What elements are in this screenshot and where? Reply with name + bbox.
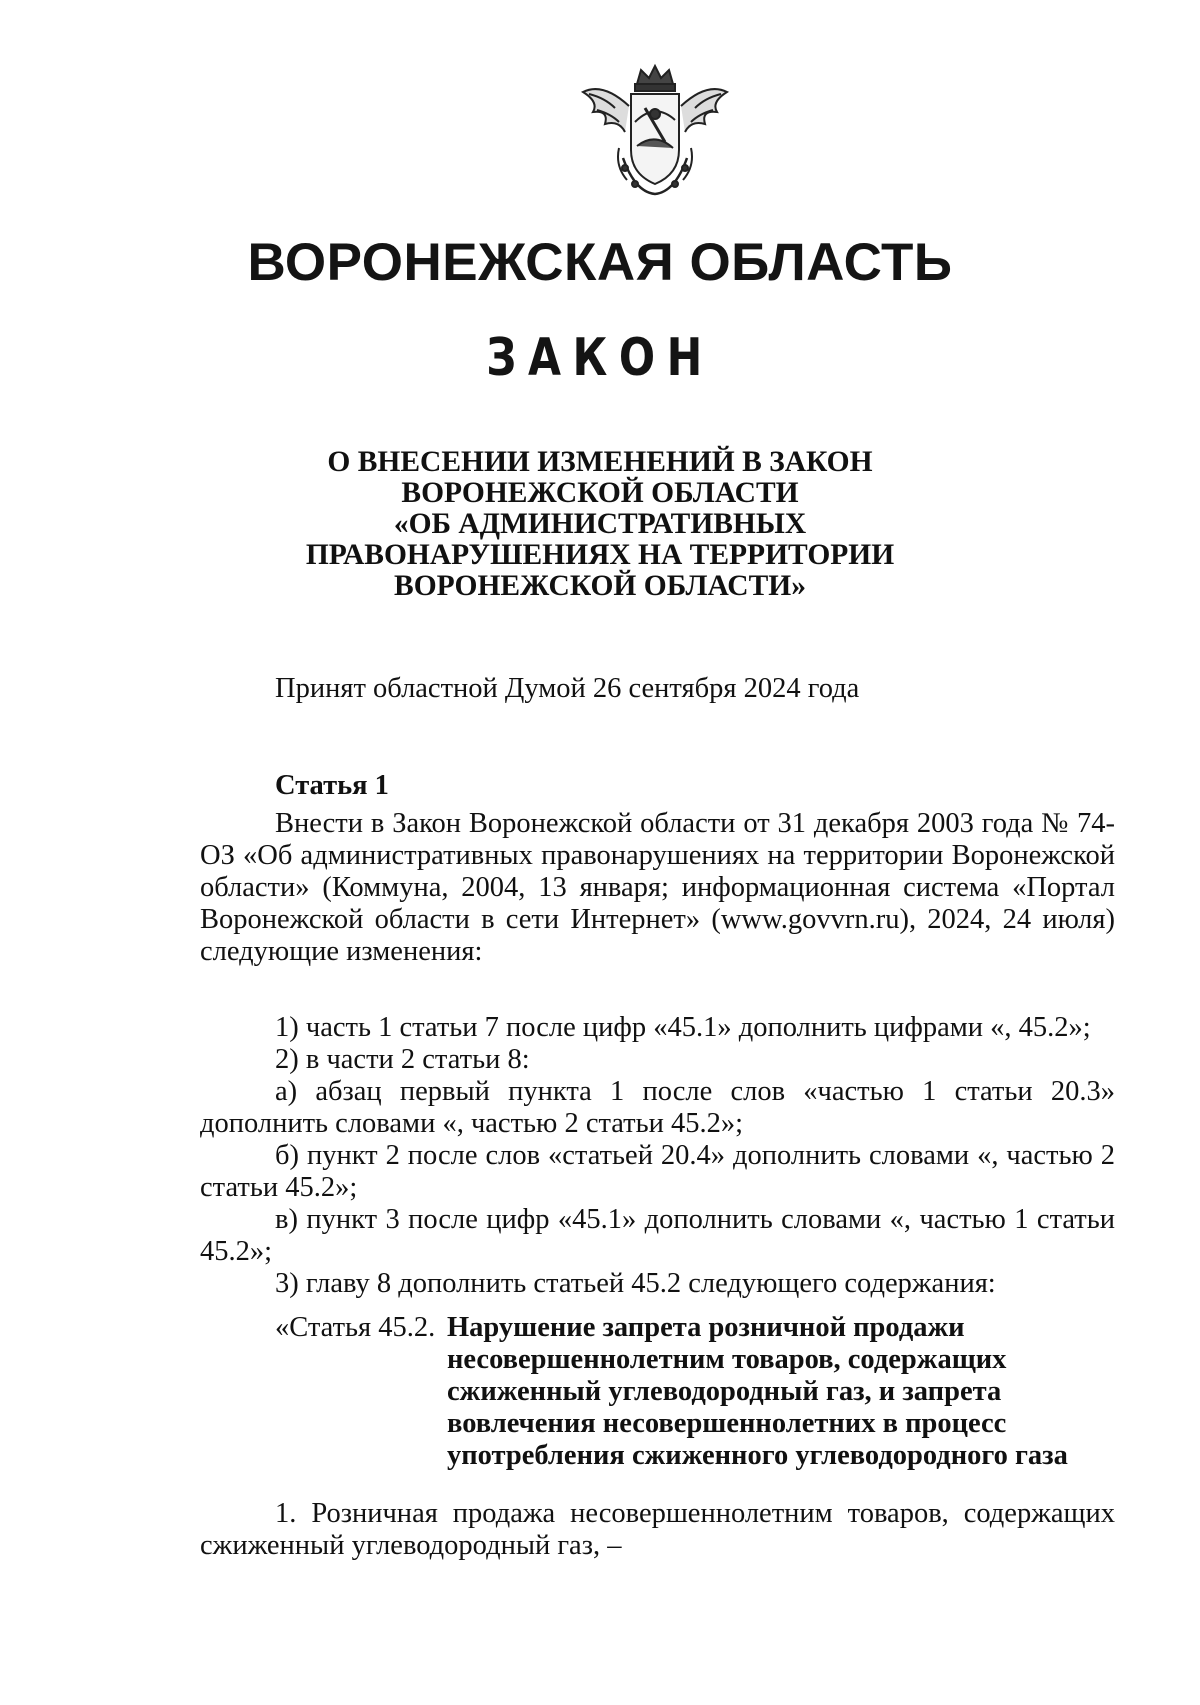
list-item: б) пункт 2 после слов «статьей 20.4» дополнить словами «, частью 2 статьи 45.2»; [200,1140,1115,1203]
list-item: 3) главу 8 дополнить статьей 45.2 следующего содержания: [275,1268,996,1299]
article-45-2-clause-1: 1. Розничная продажа несовершеннолетним товаров, содержащих сжиженный углеводородный газ, – [200,1498,1115,1561]
title-line: «ОБ АДМИНИСТРАТИВНЫХ [393,508,807,540]
document-type: ЗАКОН [486,328,714,388]
title-line: ВОРОНЕЖСКОЙ ОБЛАСТИ [401,477,799,509]
list-item: 1) часть 1 статьи 7 после цифр «45.1» дополнить цифрами «, 45.2»; [275,1012,1091,1043]
title-line: ПРАВОНАРУШЕНИЯХ НА ТЕРРИТОРИИ [305,539,895,571]
article-45-2-prefix: «Статья 45.2. [275,1312,436,1343]
law-title [300,447,900,602]
title-line: О ВНЕСЕНИИ ИЗМЕНЕНИЙ В ЗАКОН [327,446,873,478]
list-item: 2) в части 2 статьи 8: [275,1044,530,1075]
amendment-list [200,1012,1115,1300]
title-line: ВОРОНЕЖСКОЙ ОБЛАСТИ» [394,570,806,602]
article-1-heading: Статья 1 [275,770,389,801]
list-item: а) абзац первый пункта 1 после слов «частью 1 статьи 20.3» дополнить словами «, частью 2 статьи 45.2»; [200,1076,1115,1139]
coat-of-arms-icon [575,62,735,202]
article-45-2-title: Нарушение запрета розничной продажи несовершеннолетним товаров, содержащих сжиженный углеводородный газ, и запрета вовлечения несовершеннолетних в процесс употребления сжиженного углеводородного газа [447,1312,1068,1471]
region-name: ВОРОНЕЖСКАЯ ОБЛАСТЬ [247,233,953,292]
adoption-note: Принят областной Думой 26 сентября 2024 года [275,673,860,704]
article-1-intro: Внести в Закон Воронежской области от 31 декабря 2003 года № 74-ОЗ «Об административных правонарушениях на территории Воронежской области» (Коммуна, 2004, 13 января; информационная система «Портал Воронежской области в сети Интернет» (www.govvrn.ru), 2024, 24 июля) следующие изменения: [200,808,1115,967]
list-item: в) пункт 3 после цифр «45.1» дополнить словами «, частью 1 статьи 45.2»; [200,1204,1115,1267]
